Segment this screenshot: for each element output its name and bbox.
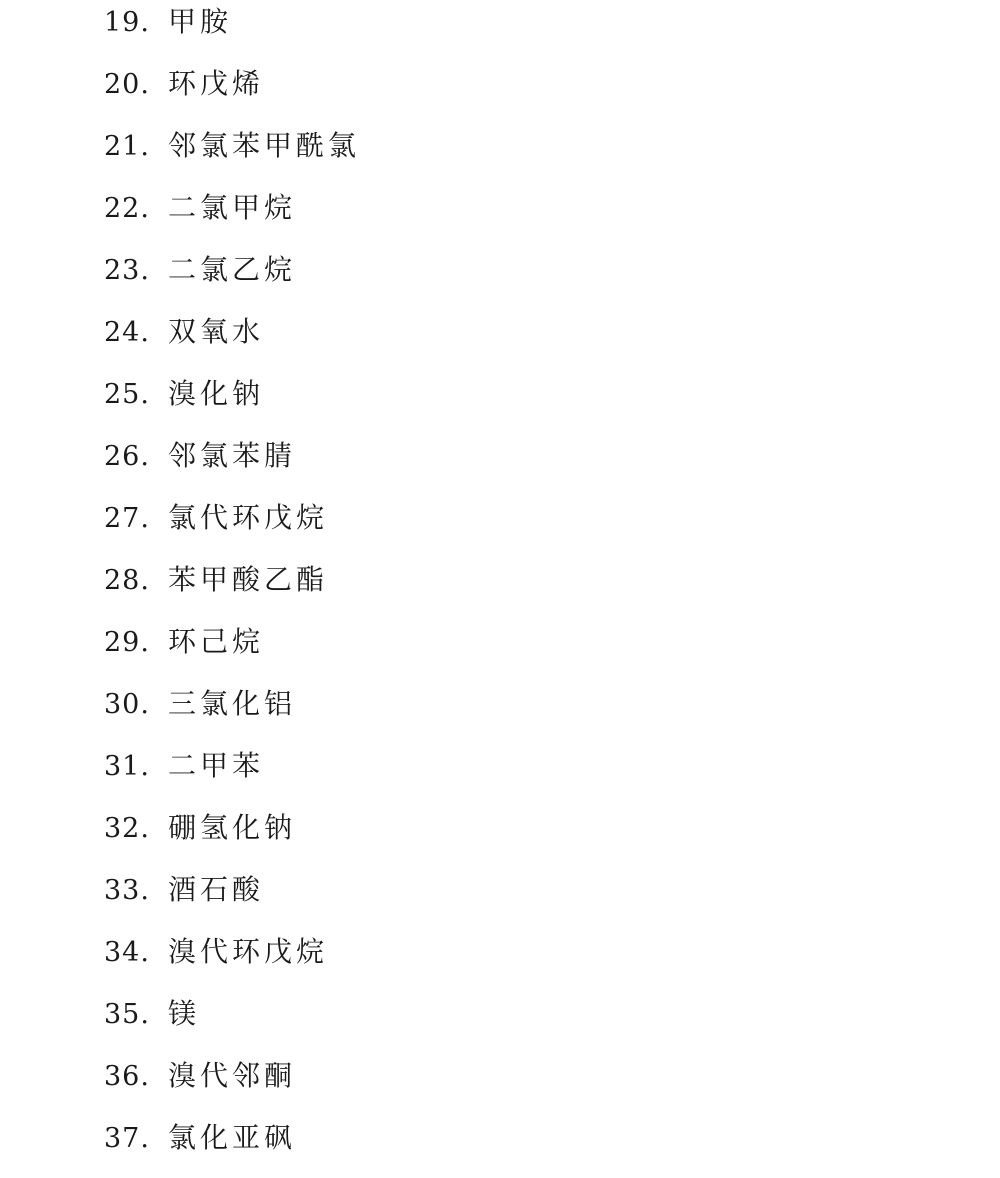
list-item-number: 25. bbox=[104, 379, 150, 410]
list-item-number: 24. bbox=[104, 317, 150, 348]
list-item bbox=[0, 248, 1000, 310]
list-item bbox=[0, 558, 1000, 620]
list-item bbox=[0, 744, 1000, 806]
list-item bbox=[0, 620, 1000, 682]
list-item-number: 32. bbox=[104, 813, 150, 844]
list-item-label: 氯化亚砜 bbox=[168, 1121, 297, 1154]
list-item-number: 35. bbox=[104, 999, 150, 1030]
list-item-number: 37. bbox=[104, 1123, 150, 1154]
list-item bbox=[0, 434, 1000, 496]
list-item bbox=[0, 124, 1000, 186]
list-item-label: 硼氢化钠 bbox=[168, 811, 297, 844]
list-item bbox=[0, 1054, 1000, 1116]
list-item-label: 二氯乙烷 bbox=[168, 253, 297, 286]
list-item-label: 邻氯苯腈 bbox=[168, 439, 297, 472]
list-item bbox=[0, 310, 1000, 372]
list-item-label: 镁 bbox=[168, 997, 201, 1030]
list-item bbox=[0, 0, 1000, 62]
list-item-number: 22. bbox=[104, 193, 150, 224]
list-item-label: 溴化钠 bbox=[168, 377, 265, 410]
list-item bbox=[0, 930, 1000, 992]
list-item bbox=[0, 806, 1000, 868]
list-item-label: 二甲苯 bbox=[168, 749, 265, 782]
list-item-label: 环戊烯 bbox=[168, 67, 265, 100]
list-item-number: 26. bbox=[104, 441, 150, 472]
list-item bbox=[0, 372, 1000, 434]
list-item bbox=[0, 62, 1000, 124]
list-item-label: 环己烷 bbox=[168, 625, 265, 658]
list-item bbox=[0, 496, 1000, 558]
list-item-label: 溴代环戊烷 bbox=[168, 935, 329, 968]
list-item-label: 苯甲酸乙酯 bbox=[168, 563, 329, 596]
list-item-number: 33. bbox=[104, 875, 150, 906]
list-item-number: 28. bbox=[104, 565, 150, 596]
list-item-label: 二氯甲烷 bbox=[168, 191, 297, 224]
list-item-number: 36. bbox=[104, 1061, 150, 1092]
list-item-label: 酒石酸 bbox=[168, 873, 265, 906]
list-item-number: 27. bbox=[104, 503, 150, 534]
list-item-label: 双氧水 bbox=[168, 315, 265, 348]
list-item-label: 氯代环戊烷 bbox=[168, 501, 329, 534]
list-item-label: 邻氯苯甲酰氯 bbox=[168, 129, 361, 162]
list-item-label: 三氯化铝 bbox=[168, 687, 297, 720]
list-item bbox=[0, 992, 1000, 1054]
list-item-number: 30. bbox=[104, 689, 150, 720]
list-item-number: 20. bbox=[104, 69, 150, 100]
list-item-label: 甲胺 bbox=[168, 5, 233, 38]
list-item-number: 34. bbox=[104, 937, 150, 968]
list-item-number: 29. bbox=[104, 627, 150, 658]
list-item-number: 19. bbox=[104, 7, 150, 38]
list-item-number: 21. bbox=[104, 131, 150, 162]
list-item bbox=[0, 186, 1000, 248]
list-item bbox=[0, 868, 1000, 930]
list-item bbox=[0, 682, 1000, 744]
list-item-number: 31. bbox=[104, 751, 150, 782]
list-item-label: 溴代邻酮 bbox=[168, 1059, 297, 1092]
list-item bbox=[0, 1116, 1000, 1178]
list-item-number: 23. bbox=[104, 255, 150, 286]
